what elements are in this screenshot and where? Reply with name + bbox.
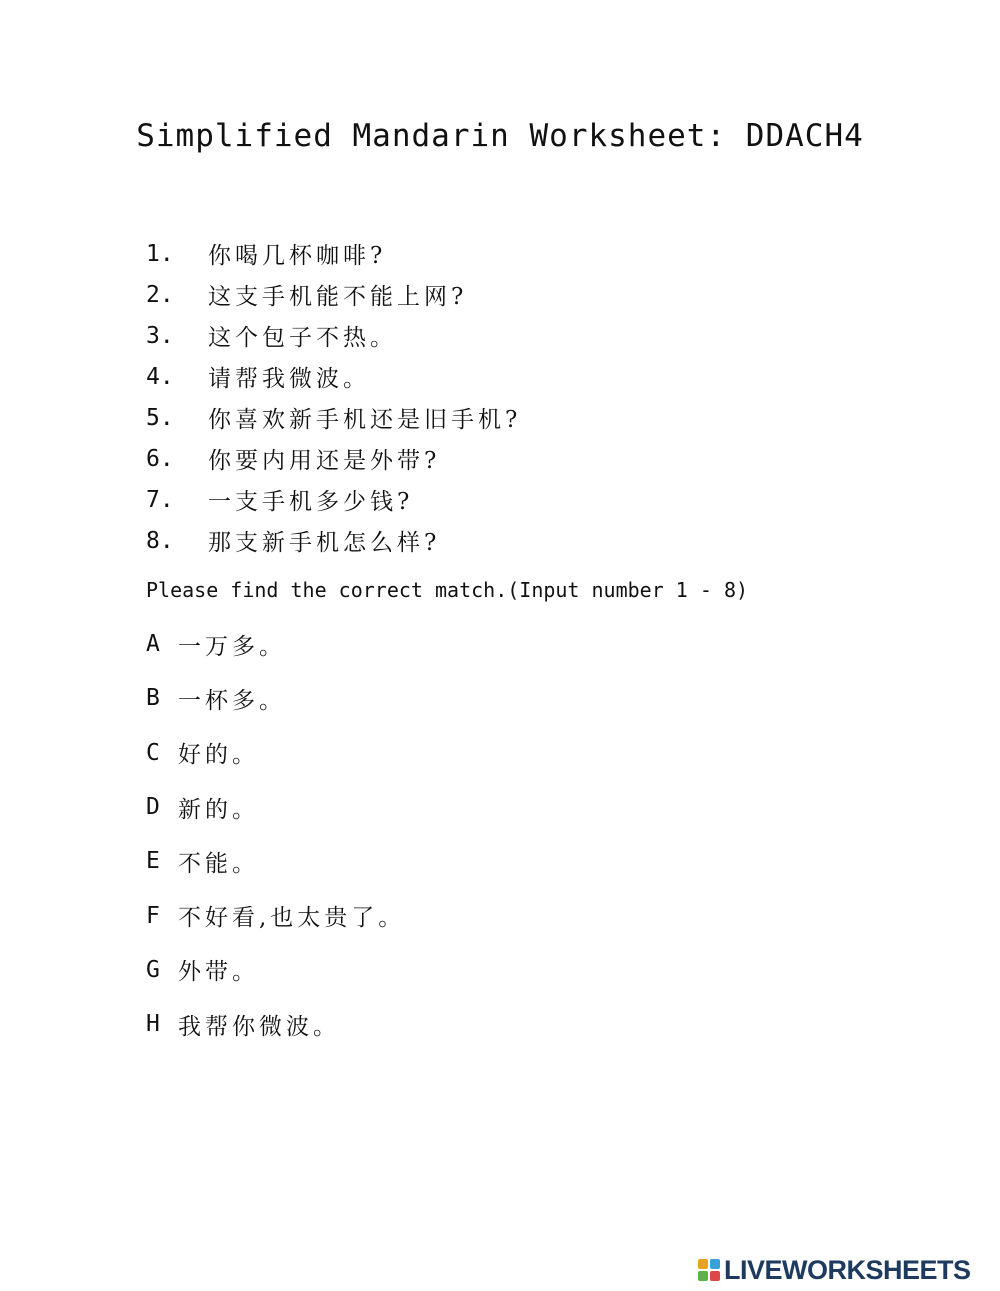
question-item — [146, 315, 521, 356]
liveworksheets-watermark — [698, 1255, 971, 1285]
logo-square — [698, 1259, 708, 1269]
answer-item — [146, 997, 405, 1051]
instruction-text: Please find the correct match.(Input number 1 - 8) — [146, 578, 749, 602]
liveworksheets-logo-icon — [698, 1259, 720, 1281]
question-number: 1. — [146, 240, 174, 267]
question-text: 你喝几杯咖啡? — [208, 243, 387, 269]
question-list — [146, 233, 521, 561]
question-text: 你要内用还是外带? — [208, 448, 441, 474]
answer-letter: A — [146, 631, 160, 658]
question-number: 3. — [146, 322, 174, 349]
brand-name: LIVEWORKSHEETS — [724, 1254, 971, 1285]
logo-square — [698, 1271, 708, 1281]
answer-item — [146, 671, 405, 725]
answer-letter: C — [146, 739, 160, 766]
question-text: 请帮我微波。 — [208, 366, 370, 392]
worksheet-title: Simplified Mandarin Worksheet: DDACH4 — [136, 118, 864, 154]
answer-text: 不能。 — [178, 850, 259, 877]
question-item — [146, 233, 521, 274]
answer-letter: F — [146, 902, 160, 929]
question-number: 4. — [146, 363, 174, 390]
answer-text: 我帮你微波。 — [178, 1013, 340, 1040]
answer-letter: D — [146, 794, 160, 821]
question-text: 你喜欢新手机还是旧手机? — [208, 407, 522, 433]
question-item — [146, 397, 521, 438]
answer-text: 好的。 — [178, 742, 259, 769]
question-number: 5. — [146, 404, 174, 431]
question-item — [146, 356, 521, 397]
question-item — [146, 479, 521, 520]
question-text: 这个包子不热。 — [208, 325, 397, 351]
question-item — [146, 274, 521, 315]
answer-item — [146, 617, 405, 671]
question-number: 7. — [146, 486, 174, 513]
answer-text: 一杯多。 — [178, 687, 286, 714]
question-number: 6. — [146, 445, 174, 472]
logo-square — [710, 1259, 720, 1269]
answer-text: 外带。 — [178, 959, 259, 986]
logo-square — [710, 1271, 720, 1281]
question-text: 这支手机能不能上网? — [208, 284, 468, 310]
answer-item — [146, 888, 405, 942]
answer-text: 一万多。 — [178, 633, 286, 660]
answer-text: 新的。 — [178, 796, 259, 823]
answer-letter: B — [146, 685, 160, 712]
question-number: 8. — [146, 527, 174, 554]
answer-text: 不好看,也太贵了。 — [178, 905, 406, 932]
question-item — [146, 520, 521, 561]
answer-item — [146, 834, 405, 888]
answer-item — [146, 943, 405, 997]
answer-letter: E — [146, 848, 160, 875]
answer-item — [146, 726, 405, 780]
answer-item — [146, 780, 405, 834]
answer-letter: G — [146, 956, 160, 983]
answer-list — [146, 617, 405, 1051]
question-number: 2. — [146, 281, 174, 308]
question-item — [146, 438, 521, 479]
question-text: 一支手机多少钱? — [208, 489, 414, 515]
question-text: 那支新手机怎么样? — [208, 530, 441, 556]
answer-letter: H — [146, 1011, 160, 1038]
